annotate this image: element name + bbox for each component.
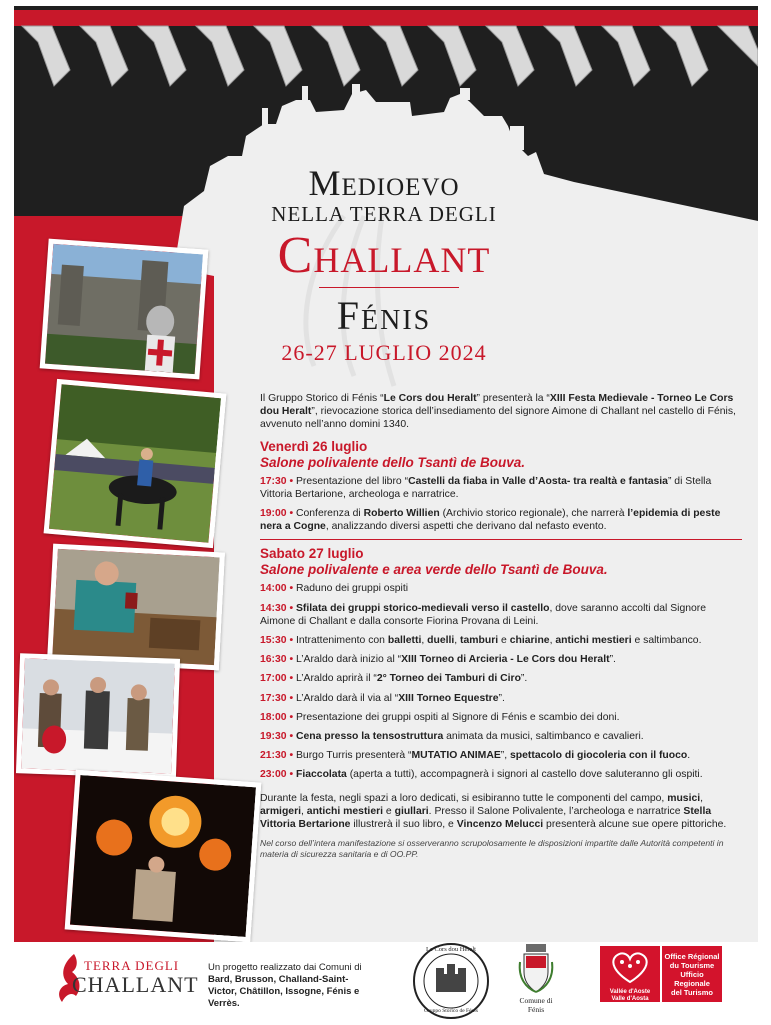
intro-paragraph: Il Gruppo Storico di Fénis “Le Cors dou Heralt” presenterà la “XIII Festa Medievale - Torneo Le Cors dou Heralt”, rievocazione storica dell’insediamento del signore Aimone di Challant nel castello di Fénis, avvenuto nell’anno domini 1340. xyxy=(260,393,736,431)
badge-bottom-text: Gruppo Storico de Fénis xyxy=(424,1008,478,1014)
closing-paragraph: Durante la festa, negli spazi a loro dedicati, si esibiranno tutte le componenti del campo, musici, armigeri, antichi mestieri e giullari. Presso il Salone Polivalente, l’archeologa e narratrice Stella Vittoria Bertarione illustrerà il suo libro, e Vincenzo Melucci presenterà alcune sue opere pittoriche. xyxy=(260,792,727,831)
schedule-item: 14:00 • Raduno dei gruppi ospiti xyxy=(260,583,409,595)
badge-top-text: Le Cors dou Heralt xyxy=(425,946,476,953)
valle-aosta-logo: Vallée d'Aoste Valle d'Aosta xyxy=(600,946,660,1002)
schedule-item: 23:00 • Fiaccolata (aperta a tutti), accompagnerà i signori al castello dove saluteranno gli ospiti. xyxy=(260,769,703,781)
schedule-item: 19:30 • Cena presso la tensostruttura animata da musici, saltimbanco e cavalieri. xyxy=(260,731,644,743)
safety-note: Nel corso dell’intera manifestazione si osserveranno scrupolosamente le disposizioni impartite dalle Autorità competenti in materia di sicurezza sanitaria e di OO.PP. xyxy=(260,838,724,860)
coat-of-arms-icon xyxy=(516,942,556,994)
schedule-item: 21:30 • Burgo Turris presenterà “MUTATIO ANIMAE”, spettacolo di giocoleria con il fuoco. xyxy=(260,750,691,762)
friday-heading: Venerdì 26 luglio xyxy=(260,438,368,454)
comune-label: Comune di Fénis xyxy=(519,996,553,1014)
schedule-item: 15:30 • Intrattenimento con balletti, duelli, tamburi e chiarine, antichi mestieri e saltimbanco. xyxy=(260,635,702,647)
friday-venue: Salone polivalente dello Tsantì de Bouva. xyxy=(260,454,526,470)
logo-terra-degli: TERRA DEGLI xyxy=(84,958,180,973)
title-fenis: Fénis xyxy=(336,293,432,338)
title-medioevo: Medioevo xyxy=(308,163,460,203)
terra-degli-challant-logo xyxy=(50,950,200,1010)
photo-fire-juggler xyxy=(65,770,262,942)
section-divider xyxy=(260,539,742,540)
poster xyxy=(14,6,758,942)
logo-challant: CHALLANT xyxy=(72,972,199,997)
office-tourisme-logo: Office Régional du Tourisme Ufficio Regionale del Turismo xyxy=(662,946,722,1002)
photo-horse-rider xyxy=(44,379,227,548)
title-nella-terra: NELLA TERRA DEGLI xyxy=(271,202,497,226)
event-dates: 26-27 LUGLIO 2024 xyxy=(281,340,487,365)
schedule-item: 16:30 • L’Araldo darà inizio al “XIII Torneo di Arcieria - Le Cors dou Heralt”. xyxy=(260,654,616,666)
heart-tree-icon xyxy=(600,946,660,986)
schedule-item: 17:30 • L’Araldo darà il via al “XIII Torneo Equestre”. xyxy=(260,692,505,704)
schedule-item: 19:00 • Conferenza di Roberto Willien (Archivio storico regionale), che narrerà l’epidemia di peste nera a Cogne, analizzando diversi aspetti che derivano dal nefasto evento. xyxy=(260,508,721,533)
schedule-item: 17:00 • L’Araldo aprirà il “2° Torneo dei Tamburi di Ciro”. xyxy=(260,673,528,685)
photo-drummers-snow xyxy=(16,653,180,779)
title-challant: Challant xyxy=(277,227,491,284)
program-content xyxy=(260,392,742,860)
photo-craftsman xyxy=(47,544,225,671)
cors-dou-heralt-badge xyxy=(412,942,490,1020)
comune-fenis-crest xyxy=(516,942,556,994)
schedule-item: 18:00 • Presentazione dei gruppi ospiti al Signore di Fénis e scambio dei doni. xyxy=(260,711,620,723)
saturday-heading: Sabato 27 luglio xyxy=(260,546,364,562)
schedule-item: 14:30 • Sfilata dei gruppi storico-medievali verso il castello, dove saranno accolti dal Signore Aimone di Challant e dalla consorte Fiorina Provana di Leini. xyxy=(260,602,707,627)
schedule-item: 17:30 • Presentazione del libro “Castelli da fiaba in Valle d’Aosta- tra realtà e fantasia” di Stella Vittoria Bertarione, archeologa e narratrice. xyxy=(260,475,712,500)
photo-knight-castle xyxy=(40,239,209,380)
saturday-venue: Salone polivalente e area verde dello Tsantì de Bouva. xyxy=(260,562,608,578)
project-credits: Un progetto realizzato dai Comuni di Bard, Brusson, Challand-Saint-Victor, Châtillon, Issogne, Fénis e Verrès. xyxy=(208,962,362,1009)
title-divider xyxy=(319,287,459,288)
